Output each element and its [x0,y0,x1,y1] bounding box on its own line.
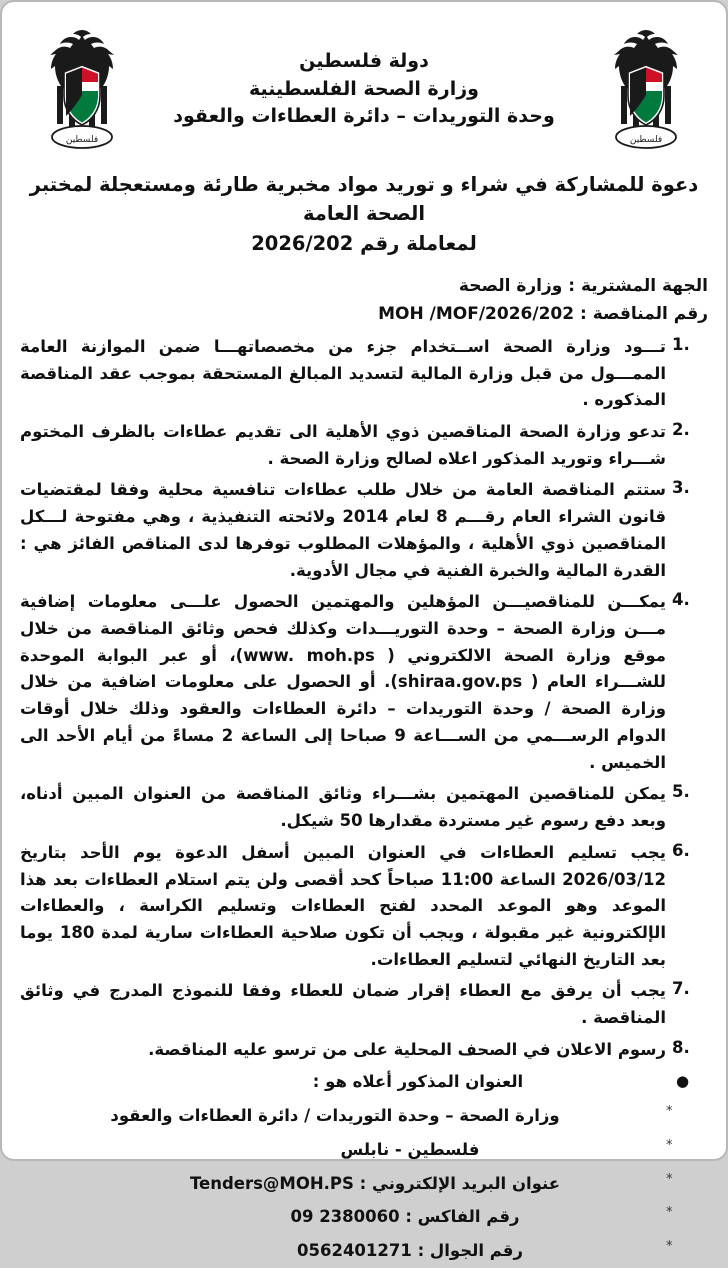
contact-city: فلسطين - نابلس [340,1139,480,1159]
asterisk-icon: * [666,1137,673,1153]
clause-number: 7. [672,979,690,999]
clause-number: 4. [672,590,690,610]
palestine-eagle-emblem [36,24,128,158]
contact-list [20,1099,708,1268]
tender-number-label: رقم المناقصة : [579,303,708,324]
clause-text: يجب تسليم العطاءات في العنوان المبين أسفل الدعوة يوم الأحد بتاريخ 2026/03/12 الساعة 11:00 صباحاً كحد أقصى ولن يتم استلام العطاءات بعد هذا الموعد وهو الموعد المحدد لفتح العطاءات وتسليم الكراسة ، والعطاءات الإلكترونية غير مقبولة ، ويجب أن تكون صلاحية العطاءات سارية لمدة 180 يوما بعد التاريخ النهائي لتسليم العطاءات. [20,842,666,969]
clause-list [20,334,708,1095]
clause-item [20,781,708,834]
contact-mobile: رقم الجوال : 0562401271 [297,1241,523,1261]
bullet-icon: ● [676,1071,690,1090]
contact-item [20,1234,708,1268]
tender-number-value: MOH /MOF/2026/202 [378,303,575,324]
buyer-entity: الجهة المشترية : وزارة الصحة [458,275,708,296]
contact-office: وزارة الصحة – وحدة التوريدات / دائرة العطاءات والعقود [110,1105,560,1125]
clause-number: 2. [672,420,690,439]
state-name: دولة فلسطين [299,50,429,72]
clause-text: ستتم المناقصة العامة من خلال طلب عطاءات تنافسية محلية وفقا لمقتضيات قانون الشراء العام رقـــم 8 لعام 2014 ولائحته التنفيذية ، وهي مفتوحة لـــكل المناقصين ذوي الأهلية ، والمؤهلات المطلوب توفرها لدى المناقص الفائز هي : القدرة المالية والخبرة الفنية في مجال الأدوية. [20,480,666,580]
clause-number: 6. [672,840,690,860]
clause-text: تدعو وزارة الصحة المناقصين ذوي الأهلية الى تقديم عطاءات بالظرف المختوم شـــراء وتوريد المذكور اعلاه لصالح وزارة الصحة . [20,422,666,468]
clause-item [20,334,708,414]
palestine-eagle-emblem [600,24,692,158]
clause-number: 8. [672,1037,690,1057]
announcement-subject [20,170,708,258]
clause-item [20,589,708,776]
contact-item [20,1133,708,1167]
contact-item [20,1200,708,1234]
address-heading-row [20,1069,708,1095]
asterisk-icon: * [666,1205,673,1221]
asterisk-icon: * [666,1171,673,1187]
clause-number: 1. [672,334,690,354]
ministry-name: وزارة الصحة الفلسطينية [249,77,479,100]
clause-item [20,978,708,1031]
svg-text:فلسطين: فلسطين [65,135,99,145]
contact-email[interactable]: عنوان البريد الإلكتروني : Tenders@MOH.PS [189,1173,561,1193]
clause-text: تـــود وزارة الصحة اســتخدام جزء من مخصصاتهـــا ضمن الموازنة العامة الممـــول من قبل وزارة المالية لتسديد المبالغ المستحقة بموجب عقد المناقصة المذكوره . [20,336,666,410]
tender-number-row [150,300,708,328]
clause-text: يمكن للمناقصين المهتمين بشـــراء وثائق المناقصة من العنوان المبين أدناه، وبعد دفع رسوم غير مستردة مقدارها 50 شيكل. [20,784,666,831]
clause-number: 3. [672,478,690,498]
svg-text:فلسطين: فلسطين [629,135,663,145]
clause-text: يمكـــن للمناقصيـــن المؤهلين والمهتمين الحصول علـــى معلومات إضافية مـــن وزارة الصحة – وحدة التوريـــدات وكذلك فحص وثائق المناقصة من خلال موقع وزارة الصحة الالكتروني ( www. moh.ps)، أو عبر البوابة الموحدة للشـــراء العام ( shiraa.gov.ps). أو الحصول على معلومات اضافية من خلال وزارة الصحة / وحدة التوريدات – دائرة العطاءات والعقود وذلك خلال أوقات الدوام الرســـمي من الســـاعة 9 صباحا إلى الساعة 2 مساءً من أيام الأحد الى الخميس . [20,592,666,772]
address-heading: العنوان المذكور أعلاه هو : [312,1071,524,1091]
contact-fax: رقم الفاكس : 2380060 09 [290,1207,520,1227]
clause-item [20,477,708,584]
tender-meta [20,272,708,328]
clause-number: 5. [672,782,690,802]
asterisk-icon: * [666,1239,673,1255]
asterisk-icon: * [666,1103,673,1119]
department-name: وحدة التوريدات – دائرة العطاءات والعقود [173,105,555,128]
subject-line-2: لمعاملة رقم 2026/202 [251,231,477,255]
clause-text: رسوم الاعلان في الصحف المحلية على من ترسو عليه المناقصة. [148,1039,666,1059]
subject-line-1: دعوة للمشاركة في شراء و توريد مواد مخبرية طارئة ومستعجلة لمختبر الصحة العامة [29,173,699,226]
clause-item [20,1037,708,1064]
clause-item [20,840,708,974]
document-header [20,16,708,166]
clause-text: يجب أن يرفق مع العطاء إقرار ضمان للعطاء وفقا للنموذج المدرج في وثائق المناقصة . [20,981,666,1028]
contact-item [20,1167,708,1201]
contact-item [20,1099,708,1133]
clause-item [20,419,708,472]
